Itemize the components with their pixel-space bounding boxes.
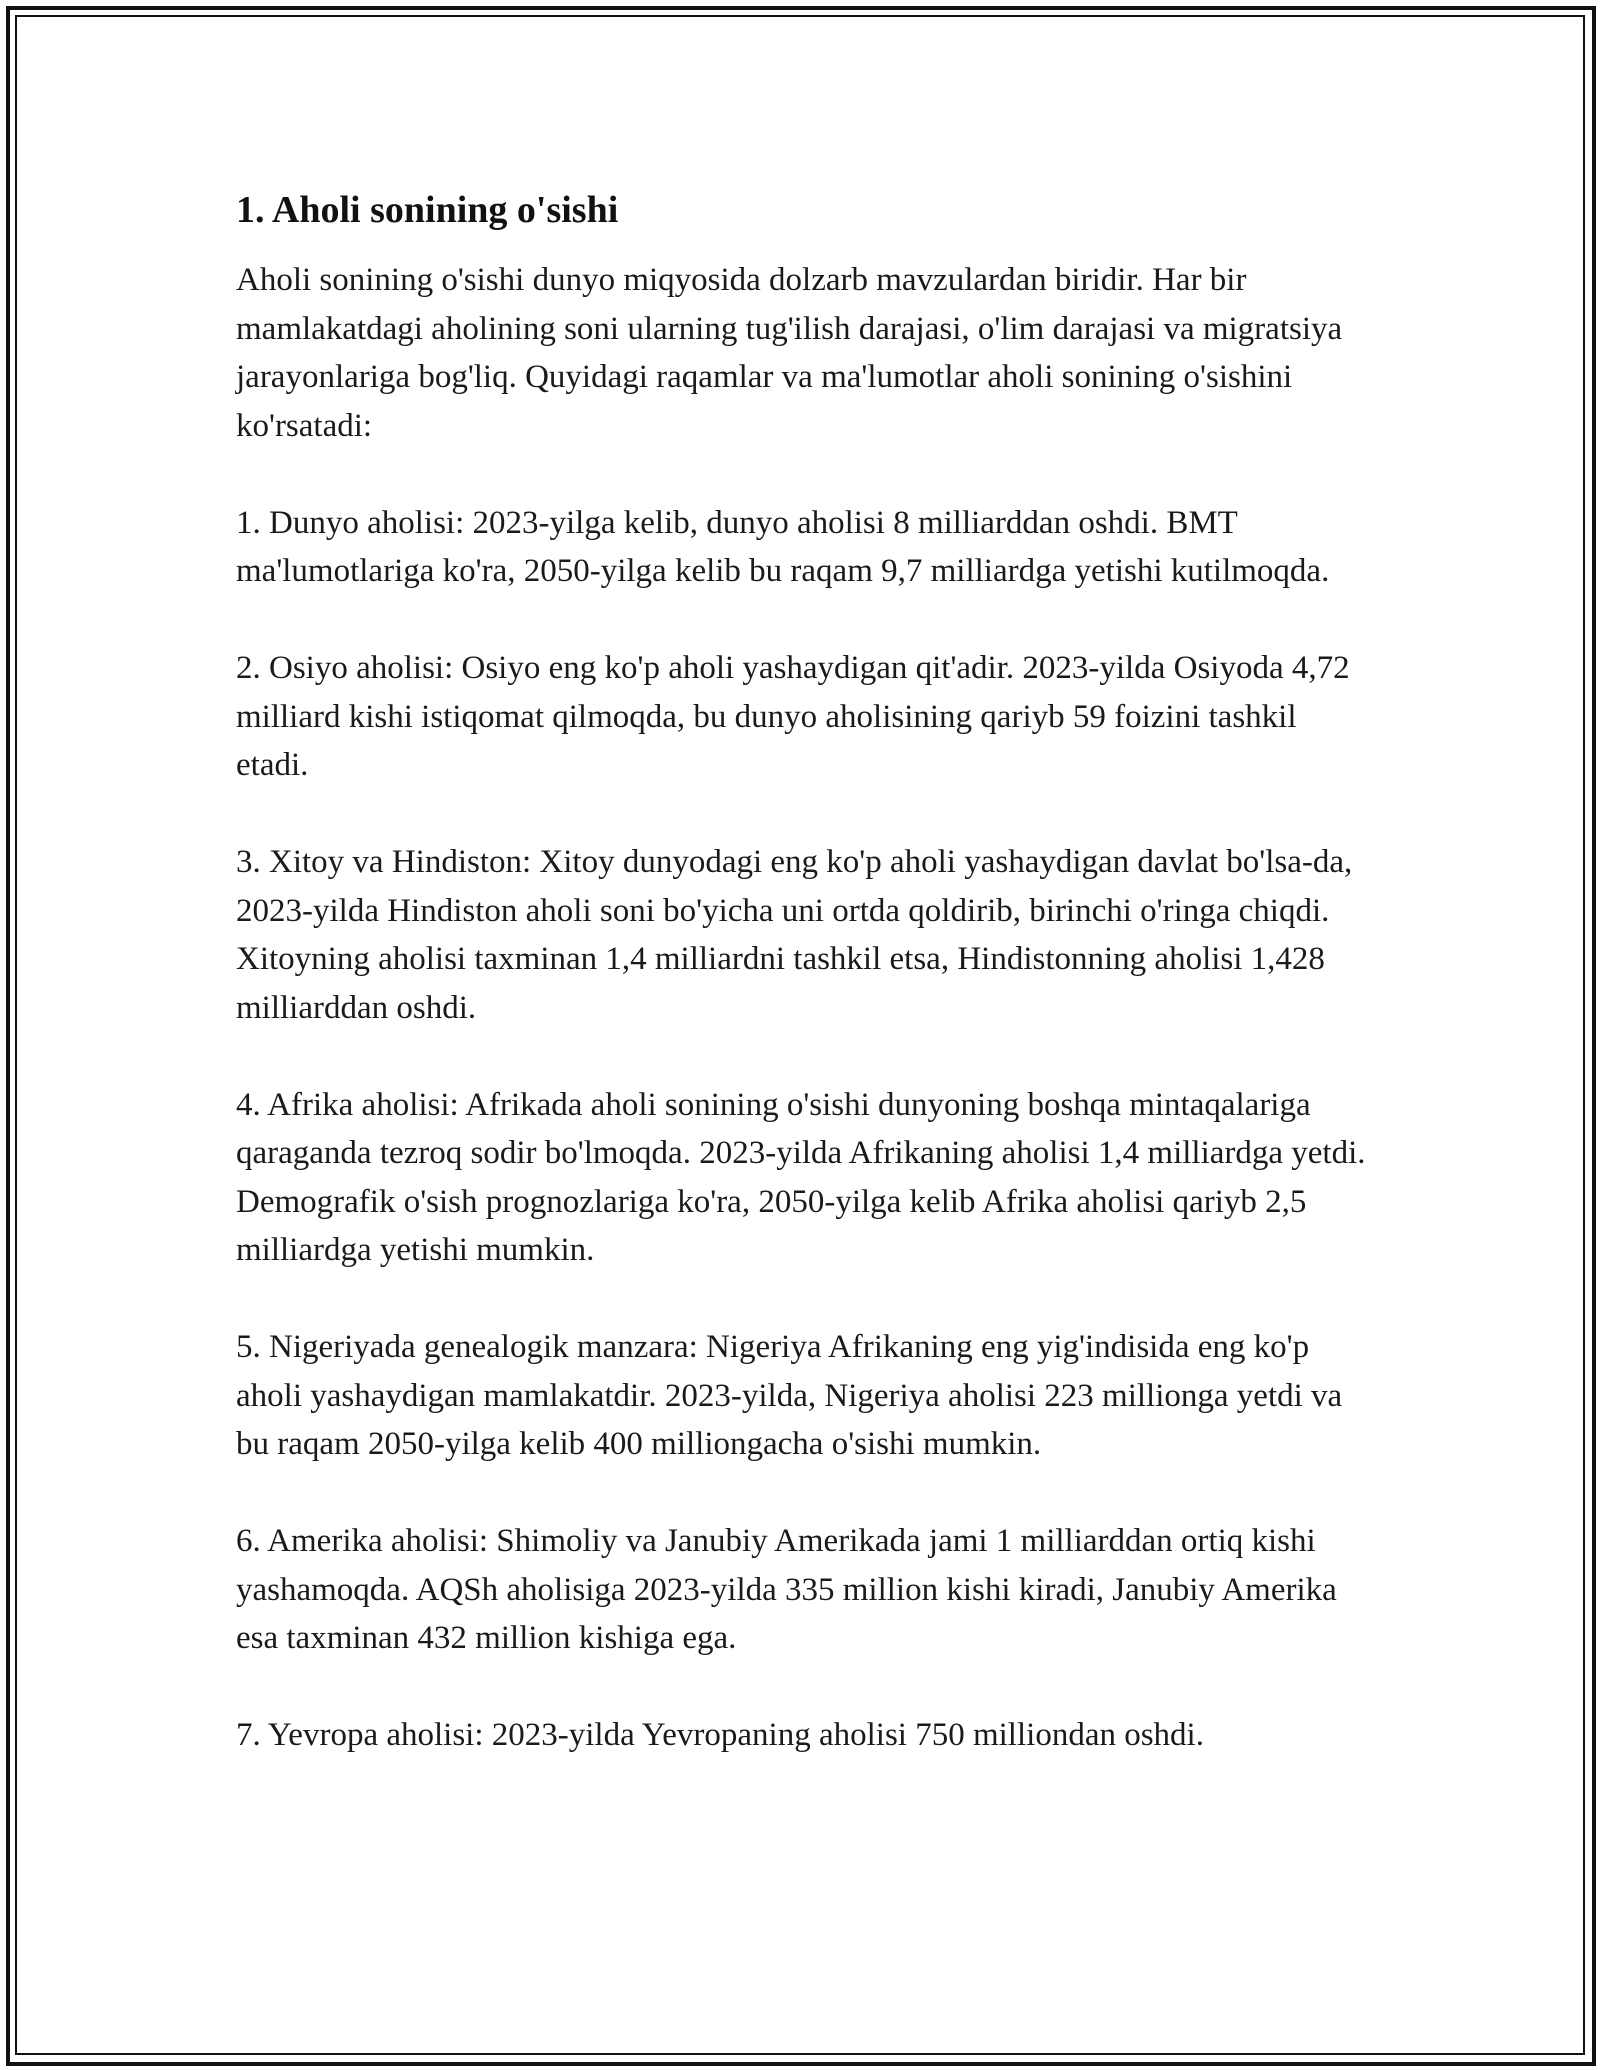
paragraph-world-population: 1. Dunyo aholisi: 2023-yilga kelib, dunyo aholisi 8 milliarddan oshdi. BMT ma'lumotlariga ko'ra, 2050-yilga kelib bu raqam 9,7 milliardga yetishi kutilmoqda. bbox=[236, 504, 1330, 589]
document-body bbox=[236, 186, 1366, 1760]
paragraph-asia-population: 2. Osiyo aholisi: Osiyo eng ko'p aholi yashaydigan qit'adir. 2023-yilda Osiyoda 4,72 milliard kishi istiqomat qilmoqda, bu dunyo aholisining qariyb 59 foizini tashkil etadi. bbox=[236, 650, 1350, 783]
section-heading: 1. Aholi sonining o'sishi bbox=[236, 189, 619, 231]
paragraph-america-population: 6. Amerika aholisi: Shimoliy va Janubiy Amerikada jami 1 milliarddan ortiq kishi yashamoqda. AQSh aholisiga 2023-yilda 335 million kishi kiradi, Janubiy Amerika esa taxminan 432 million kishiga ega. bbox=[236, 1523, 1337, 1656]
paragraph-africa-population: 4. Afrika aholisi: Afrikada aholi sonining o'sishi dunyoning boshqa mintaqalariga qaraganda tezroq sodir bo'lmoqda. 2023-yilda Afrikaning aholisi 1,4 milliardga yetdi. Demografik o'sish prognozlariga ko'ra, 2050-yilga kelib Afrika aholisi qariyb 2,5 milliardga yetishi mumkin. bbox=[236, 1086, 1366, 1268]
paragraph-china-india: 3. Xitoy va Hindiston: Xitoy dunyodagi eng ko'p aholi yashaydigan davlat bo'lsa-da, 2023-yilda Hindiston aholi soni bo'yicha uni ortda qoldirib, birinchi o'ringa chiqdi. Xitoyning aholisi taxminan 1,4 milliardni tashkil etsa, Hindistonning aholisi 1,428 milliarddan oshdi. bbox=[236, 844, 1353, 1026]
intro-paragraph: Aholi sonining o'sishi dunyo miqyosida dolzarb mavzulardan biridir. Har bir mamlakatdagi aholining soni ularning tug'ilish darajasi, o'lim darajasi va migratsiya jarayonlariga bog'liq. Quyidagi raqamlar va ma'lumotlar aholi sonining o'sishini ko'rsatadi: bbox=[236, 262, 1343, 444]
paragraph-nigeria: 5. Nigeriyada genealogik manzara: Nigeriya Afrikaning eng yig'indisida eng ko'p aholi yashaydigan mamlakatdir. 2023-yilda, Nigeriya aholisi 223 millionga yetdi va bu raqam 2050-yilga kelib 400 milliongacha o'sishi mumkin. bbox=[236, 1329, 1343, 1462]
paragraph-europe-population: 7. Yevropa aholisi: 2023-yilda Yevropaning aholisi 750 milliondan oshdi. bbox=[236, 1717, 1204, 1753]
